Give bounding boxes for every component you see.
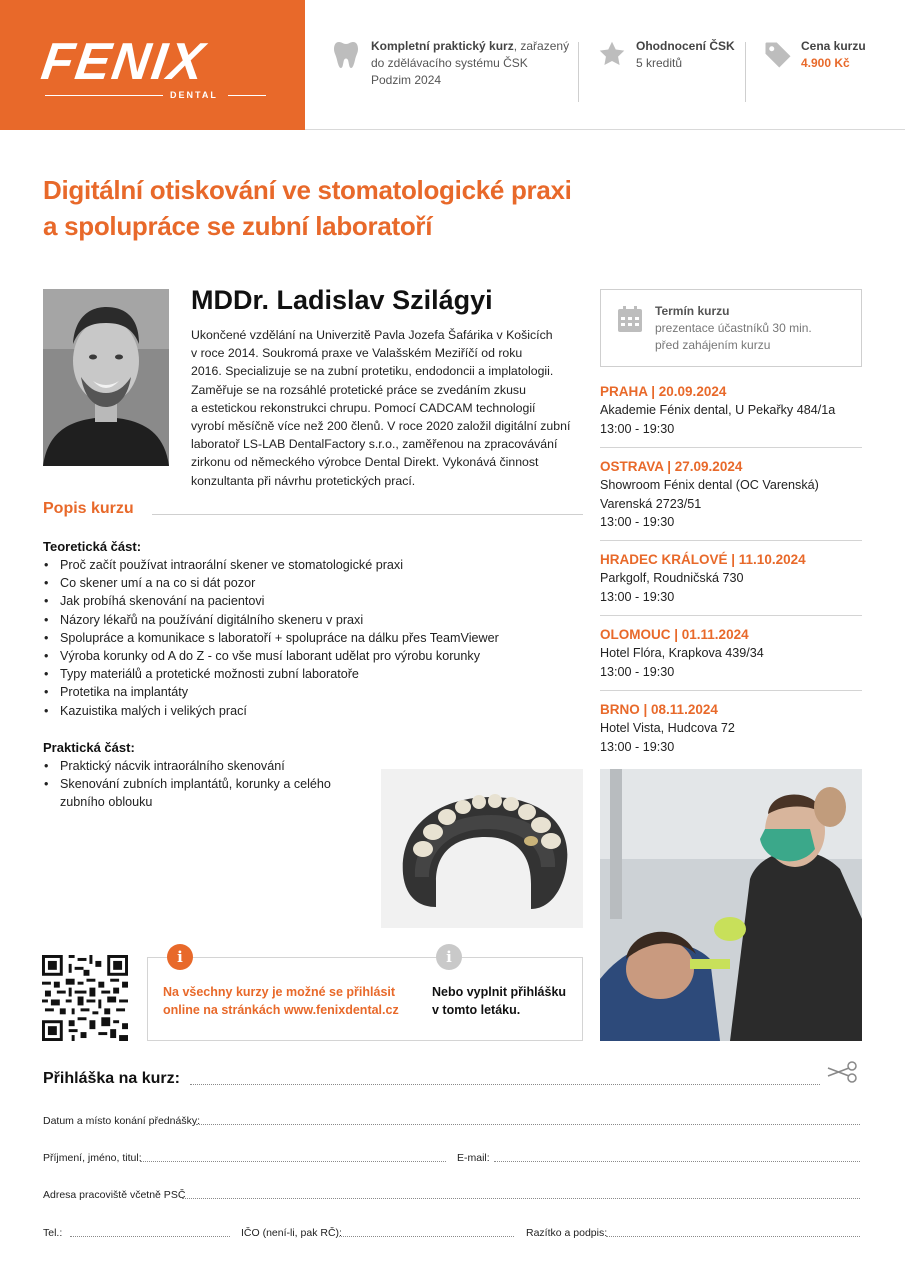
logo-text: FENIX: [37, 33, 210, 91]
field-address[interactable]: [182, 1198, 860, 1199]
price-info: Cena kurzu 4.900 Kč: [801, 39, 866, 70]
label-date-place: Datum a místo konání přednášky:: [43, 1115, 200, 1127]
header: [0, 0, 905, 130]
fenix-logo: [0, 0, 305, 130]
scissors-icon: [826, 1060, 860, 1084]
paper-registration-text: Nebo vyplnit přihlášku v tomto letáku.: [432, 985, 567, 1017]
label-phone: Tel.:: [43, 1227, 63, 1239]
list-item: • Výroba korunky od A do Z - co vše musí laborant udělat pro výrobu korunky: [43, 647, 499, 665]
location-olomouc: OLOMOUC | 01.11.2024 Hotel Flóra, Krapkova 439/34 13:00 - 19:30: [600, 627, 764, 679]
field-ico[interactable]: [339, 1236, 514, 1237]
info-icon: i: [167, 944, 193, 970]
divider: [152, 514, 583, 515]
list-item: • Skenování zubních implantátů, korunky a celého zubního oblouku: [43, 775, 331, 811]
speaker-bio: Ukončené vzdělání na Univerzitě Pavla Jozefa Šafárika v Košicích v roce 2014. Soukromá praxe ve Valašském Meziříčí od roku 2016. Specializuje se na zubní protetiku, endodoncii a implatologii. Zaměřuje se na rozsáhlé protetické práce se zvedáním zkusu a estetickou rekonstrukci chrupu. Pomocí CADCAM technologií vyrobí měsíčně více než 200 členů. V roce 2020 založil digitální zubní laboratoř LS-LAB DentalFactory s.r.o., zaměřenou na zpracovávání zirkonu od německého výrobce Dental Direkt. Vykonává činnost konzultanta při návrhu protetických prací.: [191, 328, 571, 488]
tooth-icon: [333, 40, 359, 70]
label-name: Příjmení, jméno, titul:: [43, 1152, 142, 1164]
list-item: • Názory lékařů na používání digitálního skeneru v praxi: [43, 611, 499, 629]
dental-model-image: [381, 769, 583, 928]
term-title: Termín kurzu: [655, 304, 730, 318]
online-registration-text[interactable]: Na všechny kurzy je možné se přihlásit online na stránkách www.fenixdental.cz: [163, 985, 399, 1017]
label-signature: Razítko a podpis:: [526, 1227, 608, 1239]
rating-info: Ohodnocení ČSK 5 kreditů: [636, 39, 735, 70]
list-item: • Protetika na implantáty: [43, 683, 499, 701]
list-item: • Jak probíhá skenování na pacientovi: [43, 592, 499, 610]
list-item: • Typy materiálů a protetické možnosti zubní laboratoře: [43, 665, 499, 683]
list-item: • Co skener umí a na co si dát pozor: [43, 574, 499, 592]
label-address: Adresa pracoviště včetně PSČ: [43, 1189, 186, 1201]
course-info: Kompletní praktický kurz, zařazený do zdělávacího systému ČSK Podzim 2024: [371, 39, 570, 87]
section-heading-popis: Popis kurzu: [43, 500, 134, 517]
field-email[interactable]: [494, 1161, 860, 1162]
dentist-scanning-photo: [600, 769, 862, 1041]
list-item: • Proč začít používat intraorální skener ve stomatologické praxi: [43, 556, 499, 574]
speaker-name: MDDr. Ladislav Szilágyi: [191, 285, 493, 315]
practice-heading: Praktická část:: [43, 740, 135, 755]
field-date-place[interactable]: [196, 1124, 860, 1125]
location-ostrava: OSTRAVA | 27.09.2024 Showroom Fénix dental (OC Varenská) Varenská 2723/51 13:00 - 19:30: [600, 459, 819, 529]
speaker-photo: [43, 289, 169, 466]
list-item: • Praktický nácvik intraorálního skenování: [43, 757, 331, 775]
list-item: • Spolupráce a komunikace s laboratoří + spolupráce na dálku přes TeamViewer: [43, 629, 499, 647]
list-item: • Kazuistika malých i velikých prací: [43, 702, 499, 720]
label-ico: IČO (není-li, pak RČ):: [241, 1227, 342, 1239]
field-signature[interactable]: [606, 1236, 860, 1237]
location-praha: PRAHA | 20.09.2024 Akademie Fénix dental, U Pekařky 484/1a 13:00 - 19:30: [600, 384, 836, 436]
form-title: Přihláška na kurz:: [43, 1070, 180, 1087]
practice-list: [43, 757, 331, 812]
theory-heading: Teoretická část:: [43, 539, 142, 554]
course-title: Digitální otiskování ve stomatologické praxi a spolupráce se zubní laboratoří: [43, 175, 572, 241]
location-brno: BRNO | 08.11.2024 Hotel Vista, Hudcova 72 13:00 - 19:30: [600, 702, 735, 754]
star-icon: [598, 40, 626, 68]
calendar-icon: [618, 306, 642, 332]
price-tag-icon: [763, 40, 793, 70]
field-name[interactable]: [140, 1161, 446, 1162]
qr-code[interactable]: [42, 955, 128, 1041]
theory-list: [43, 556, 499, 720]
term-subtitle: prezentace účastníků 30 min. před zahájením kurzu: [655, 321, 812, 352]
info-icon: i: [436, 944, 462, 970]
label-email: E-mail:: [457, 1152, 490, 1164]
location-hradec-kralove: HRADEC KRÁLOVÉ | 11.10.2024 Parkgolf, Roudničská 730 13:00 - 19:30: [600, 552, 806, 604]
logo-subtitle: DENTAL: [170, 90, 218, 100]
field-phone[interactable]: [70, 1236, 230, 1237]
